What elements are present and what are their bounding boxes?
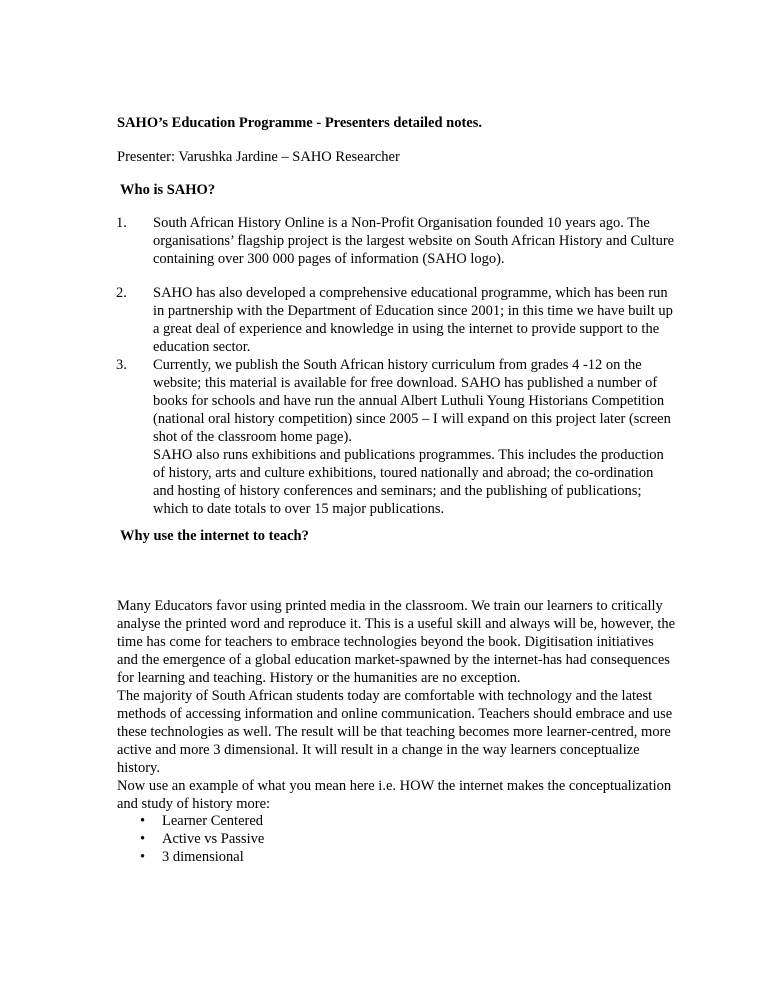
bullet-item: [140, 812, 264, 830]
bullet-text: Active vs Passive: [162, 831, 265, 847]
list-item: [116, 284, 676, 356]
list-item-text: Currently, we publish the South African history curriculum from grades 4 -12 on the website; this material is available for free download. SAHO has published a number of books for schools and have run the annual Albert Luthuli Young Historians Competition (national oral history competition) since 2005 – I will expand on this project later (screen shot of the classroom home page).: [153, 357, 671, 445]
bullet-item: [140, 848, 264, 866]
numbered-list: [116, 214, 676, 518]
paragraph-block: [117, 687, 677, 813]
paragraph: Many Educators favor using printed media in the classroom. We train our learners to critically analyse the printed word and reproduce it. This is a useful skill and always will be, however, the time has come for teachers to embrace technologies beyond the book. Digitisation initiatives and the emergence of a global education market-spawned by the internet-has had consequences for learning and teaching. History or the humanities are no exception.: [117, 598, 676, 686]
bullet-icon: •: [140, 831, 146, 847]
list-item: [116, 356, 676, 518]
list-number: 3.: [116, 357, 127, 373]
bullet-item: [140, 830, 264, 848]
paragraph: The majority of South African students today are comfortable with technology and the latest methods of accessing information and online communication. Teachers should embrace and use these technologies as well. The result will be that teaching becomes more learner-centred, more active and more 3 dimensional. It will result in a change in the way learners conceptualize history.: [117, 688, 673, 776]
section-heading-who-is-saho: Who is SAHO?: [120, 182, 216, 198]
bullet-icon: •: [140, 813, 146, 829]
document-title: SAHO’s Education Programme - Presenters detailed notes.: [117, 115, 483, 131]
presenter-line: Presenter: Varushka Jardine – SAHO Researcher: [117, 149, 400, 165]
list-item: [116, 214, 676, 268]
bullet-list: [140, 812, 264, 866]
list-number: 2.: [116, 285, 127, 301]
bullet-text: 3 dimensional: [162, 849, 244, 865]
bullet-icon: •: [140, 849, 146, 865]
list-number: 1.: [116, 215, 127, 231]
list-item-text-continued: SAHO also runs exhibitions and publications programmes. This includes the production of history, arts and culture exhibitions, toured nationally and abroad; the co-ordination and hosting of history conferences and seminars; and the publishing of publications; which to date totals to over 15 major publications.: [153, 447, 664, 517]
list-item-text: South African History Online is a Non-Profit Organisation founded 10 years ago. The organisations’ flagship project is the largest website on South African History and Culture containing over 300 000 pages of information (SAHO logo).: [153, 215, 675, 267]
section-heading-why-internet: Why use the internet to teach?: [120, 528, 309, 544]
bullet-text: Learner Centered: [162, 813, 264, 829]
list-item-text: SAHO has also developed a comprehensive educational programme, which has been run in partnership with the Department of Education since 2001; in this time we have built up a great deal of experience and knowledge in using the internet to provide support to the education sector.: [153, 285, 673, 355]
paragraph: Now use an example of what you mean here i.e. HOW the internet makes the conceptualization and study of history more:: [117, 778, 672, 812]
